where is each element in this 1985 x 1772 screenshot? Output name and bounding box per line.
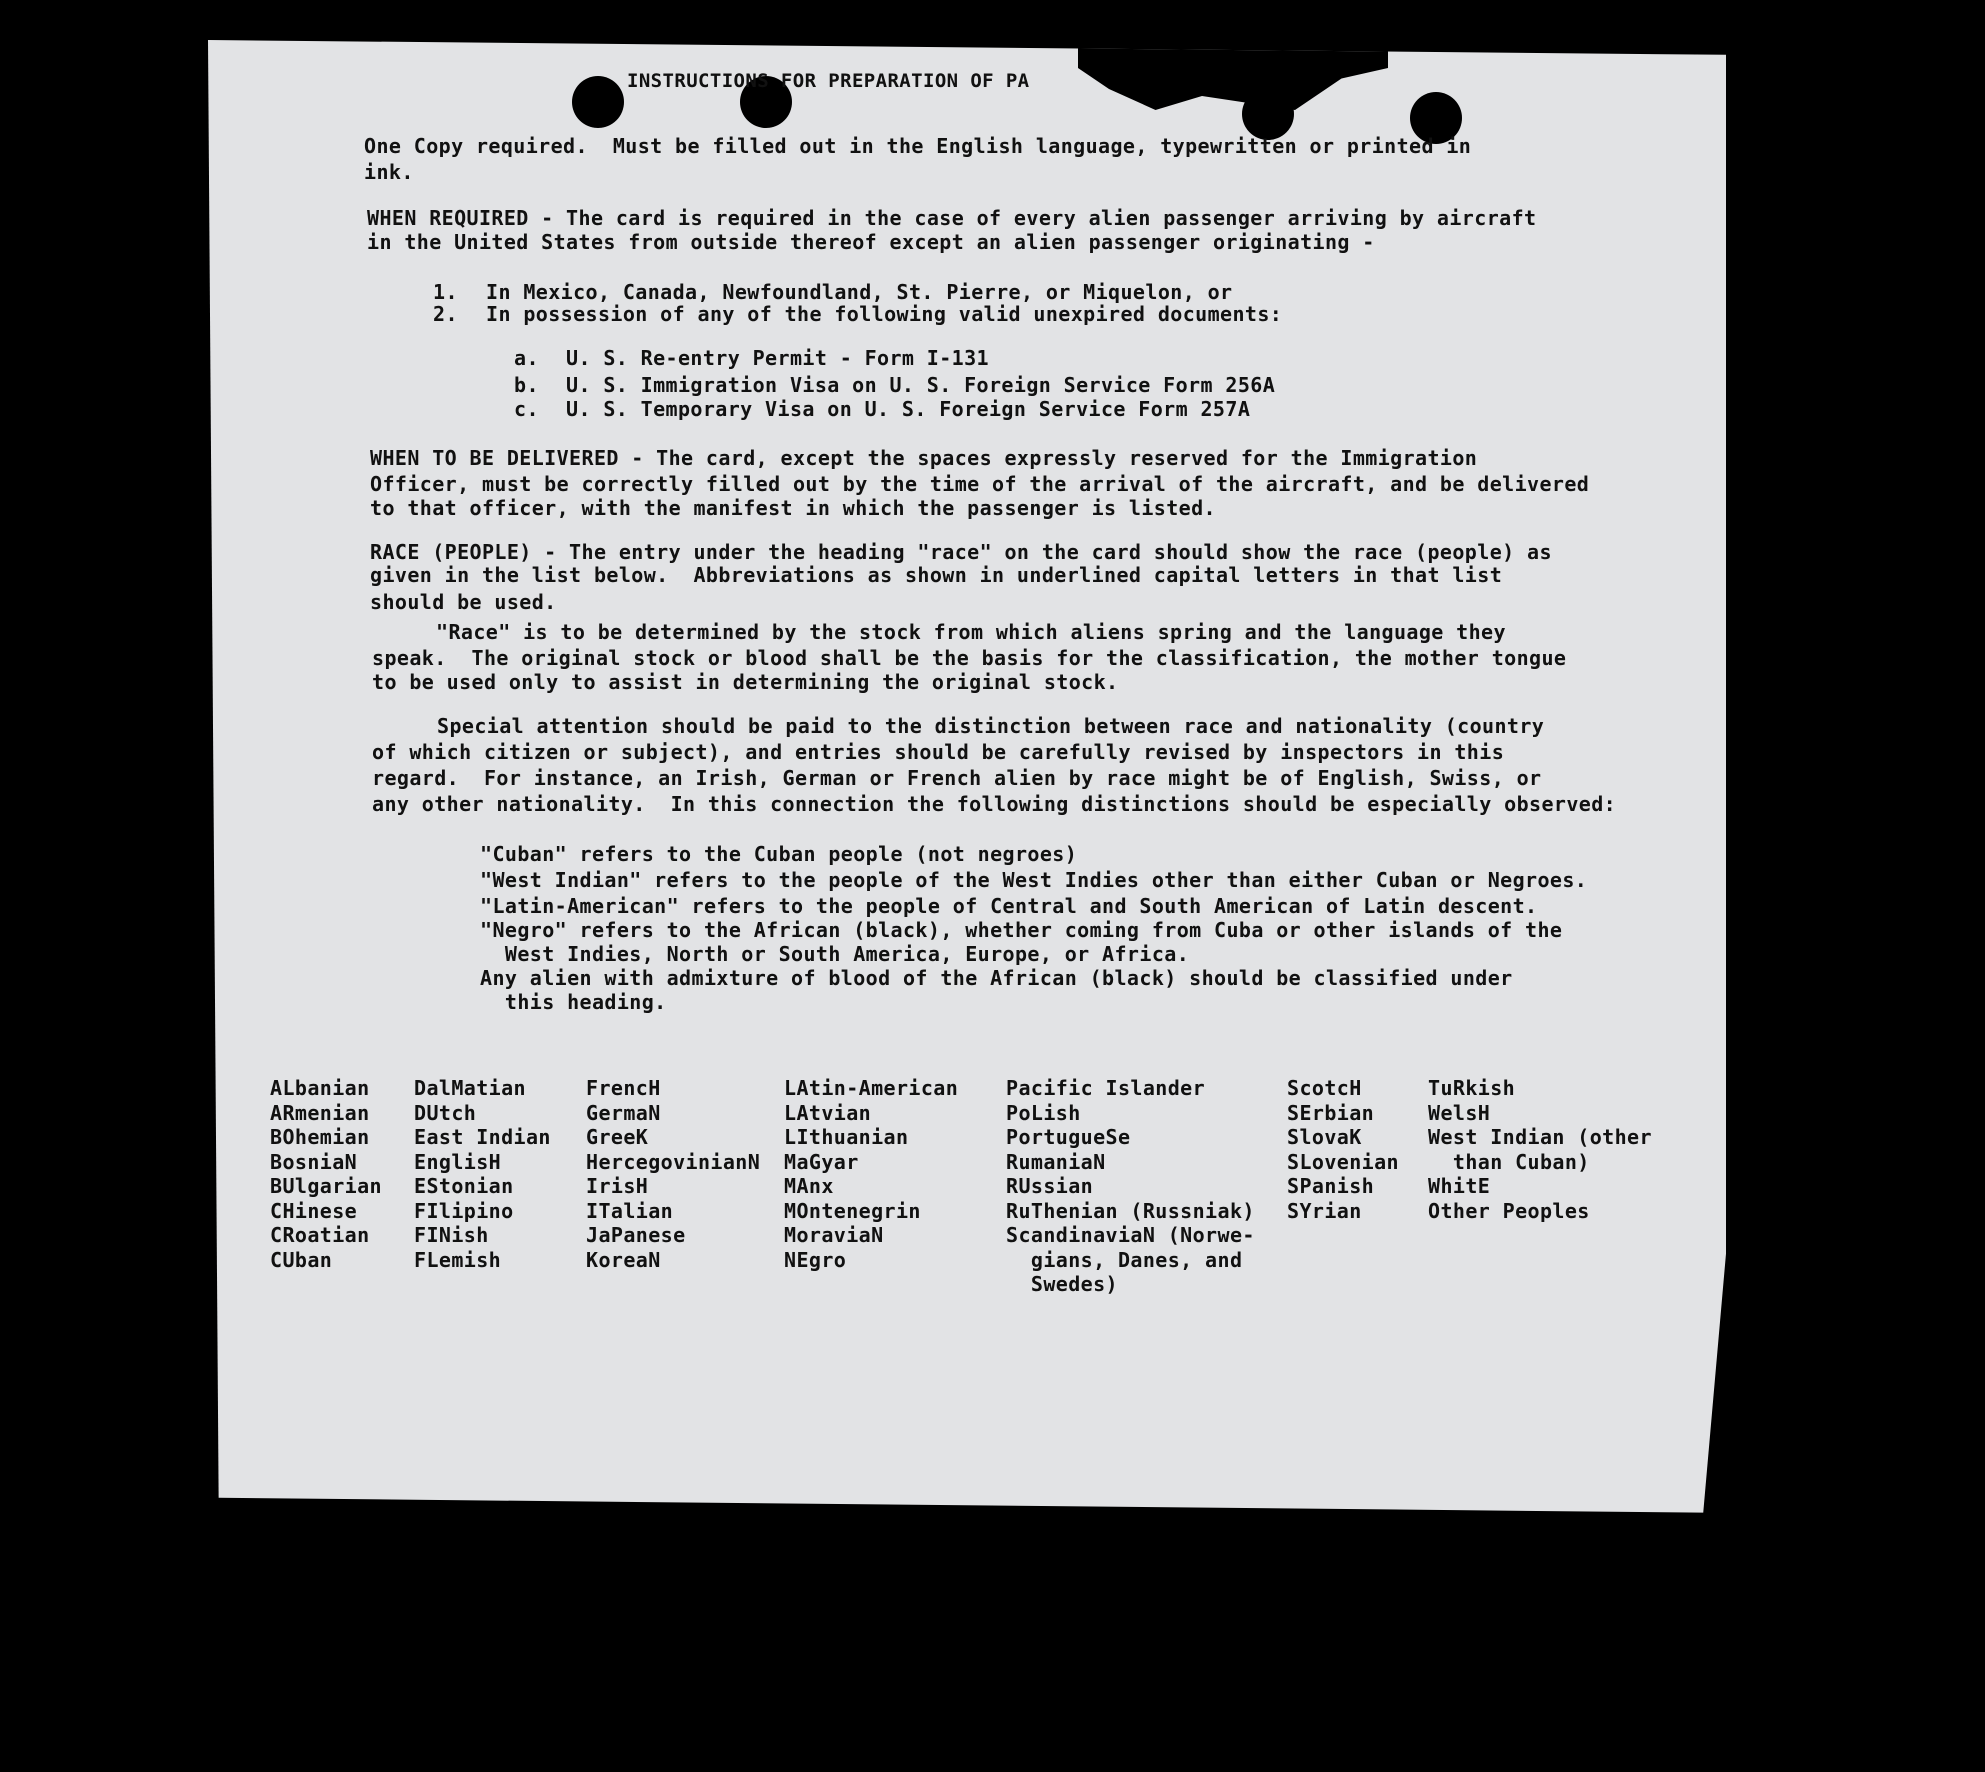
distinction-line: "West Indian" refers to the people of the West Indies other than either Cuban or Negroes. bbox=[480, 868, 1588, 892]
folded-corner bbox=[1836, 1290, 1916, 1560]
race-entry: FIlipino bbox=[414, 1198, 514, 1223]
when-required-line: in the United States from outside thereof except an alien passenger originating - bbox=[367, 230, 1375, 254]
race-entry: IrisH bbox=[586, 1174, 649, 1198]
race-entry: NEgro bbox=[784, 1247, 847, 1272]
race-people-line: RACE (PEOPLE) - The entry under the heading "race" on the card should show the race (people) as bbox=[370, 540, 1552, 564]
race-entry: WelsH bbox=[1428, 1100, 1491, 1125]
distinction-line: West Indies, North or South America, Europe, or Africa. bbox=[480, 942, 1190, 966]
race-entry: East Indian bbox=[414, 1125, 551, 1149]
item-text: U. S. Immigration Visa on U. S. Foreign Service Form 256A bbox=[566, 373, 1276, 397]
item-text: U. S. Temporary Visa on U. S. Foreign Service Form 257A bbox=[566, 397, 1251, 421]
race-entry: KoreaN bbox=[586, 1247, 661, 1272]
race-entry: EnglisH bbox=[414, 1149, 502, 1174]
intro-line: ink. bbox=[364, 160, 414, 184]
race-entry: PoLish bbox=[1006, 1100, 1081, 1125]
race-entry: MAnx bbox=[784, 1174, 834, 1198]
special-attention-line: any other nationality. In this connection the following distinctions should be especially observed: bbox=[372, 792, 1617, 816]
race-entry: Swedes) bbox=[1006, 1272, 1118, 1296]
race-entry: SYrian bbox=[1287, 1198, 1362, 1223]
item-number: 1. bbox=[433, 280, 458, 304]
race-entry: RuThenian (Russniak) bbox=[1006, 1198, 1255, 1223]
race-entry: ScandinaviaN (Norwe- bbox=[1006, 1223, 1255, 1247]
race-entry: GreeK bbox=[586, 1125, 649, 1149]
when-delivered-line: WHEN TO BE DELIVERED - The card, except the spaces expressly reserved for the Immigration bbox=[370, 446, 1478, 470]
distinction-line: "Negro" refers to the African (black), whether coming from Cuba or other islands of the bbox=[480, 918, 1563, 942]
race-entry: SPanish bbox=[1287, 1174, 1375, 1198]
race-defined-line: "Race" is to be determined by the stock from which aliens spring and the language they bbox=[436, 620, 1506, 644]
race-entry: DalMatian bbox=[414, 1076, 526, 1100]
special-attention-line: Special attention should be paid to the distinction between race and nationality (country bbox=[437, 714, 1545, 738]
race-entry: MoraviaN bbox=[784, 1223, 884, 1247]
race-entry: BUlgarian bbox=[270, 1174, 382, 1198]
race-entry: FLemish bbox=[414, 1247, 502, 1272]
punch-hole bbox=[572, 76, 624, 128]
item-text: In possession of any of the following valid unexpired documents: bbox=[486, 302, 1283, 326]
when-required-line: WHEN REQUIRED - The card is required in the case of every alien passenger arriving by aircraft bbox=[367, 206, 1537, 230]
race-entry: DUtch bbox=[414, 1100, 477, 1125]
torn-corner bbox=[1078, 40, 1388, 110]
race-entry: MOntenegrin bbox=[784, 1198, 921, 1223]
distinction-line: "Cuban" refers to the Cuban people (not negroes) bbox=[480, 842, 1078, 866]
when-delivered-line: to that officer, with the manifest in which the passenger is listed. bbox=[370, 496, 1216, 520]
distinction-line: Any alien with admixture of blood of the African (black) should be classified under bbox=[480, 966, 1513, 990]
race-entry: WhitE bbox=[1428, 1174, 1491, 1198]
race-defined-line: to be used only to assist in determining the original stock. bbox=[372, 670, 1119, 694]
item-letter: a. bbox=[514, 346, 539, 370]
item-letter: c. bbox=[514, 397, 539, 421]
race-entry: MaGyar bbox=[784, 1149, 859, 1174]
distinction-line: "Latin-American" refers to the people of Central and South American of Latin descent. bbox=[480, 894, 1538, 918]
item-letter: b. bbox=[514, 373, 539, 397]
punch-hole bbox=[1242, 88, 1294, 140]
race-entry: SlovaK bbox=[1287, 1125, 1362, 1149]
race-entry: GermaN bbox=[586, 1100, 661, 1125]
race-entry: SErbian bbox=[1287, 1100, 1375, 1125]
special-attention-line: regard. For instance, an Irish, German or French alien by race might be of English, Swiss, or bbox=[372, 766, 1542, 790]
race-people-line: given in the list below. Abbreviations as shown in underlined capital letters in that list bbox=[370, 563, 1503, 587]
race-entry: BOhemian bbox=[270, 1125, 370, 1149]
race-entry: HercegovinianN bbox=[586, 1149, 761, 1174]
race-entry: RUssian bbox=[1006, 1174, 1094, 1198]
race-entry: CRoatian bbox=[270, 1223, 370, 1247]
race-entry: West Indian (other bbox=[1428, 1125, 1652, 1149]
race-entry: Pacific Islander bbox=[1006, 1076, 1206, 1100]
race-entry: RumaniaN bbox=[1006, 1149, 1106, 1174]
race-entry: BosniaN bbox=[270, 1149, 358, 1174]
special-attention-line: of which citizen or subject), and entries should be carefully revised by inspectors in this bbox=[372, 740, 1505, 764]
intro-line: One Copy required. Must be filled out in the English language, typewritten or printed in bbox=[364, 134, 1472, 158]
when-delivered-line: Officer, must be correctly filled out by the time of the arrival of the aircraft, and be delivered bbox=[370, 472, 1590, 496]
race-defined-line: speak. The original stock or blood shall be the basis for the classification, the mother tongue bbox=[372, 646, 1567, 670]
race-entry: TuRkish bbox=[1428, 1076, 1516, 1100]
race-entry: gians, Danes, and bbox=[1006, 1247, 1243, 1272]
race-entry: than Cuban) bbox=[1428, 1149, 1590, 1174]
race-entry: SLovenian bbox=[1287, 1149, 1399, 1174]
document-title: INSTRUCTIONS FOR PREPARATION OF PA bbox=[627, 70, 1030, 92]
race-entry: Other Peoples bbox=[1428, 1198, 1590, 1223]
race-entry: LAtin-American bbox=[784, 1076, 959, 1100]
race-entry: JaPanese bbox=[586, 1223, 686, 1247]
race-entry: ITalian bbox=[586, 1198, 674, 1223]
race-entry: PortugueSe bbox=[1006, 1125, 1131, 1149]
race-people-line: should be used. bbox=[370, 590, 557, 614]
item-text: In Mexico, Canada, Newfoundland, St. Pierre, or Miquelon, or bbox=[486, 280, 1233, 304]
race-entry: LAtvian bbox=[784, 1100, 872, 1125]
race-entry: EStonian bbox=[414, 1174, 514, 1198]
race-entry: ALbanian bbox=[270, 1076, 370, 1100]
race-entry: CUban bbox=[270, 1247, 333, 1272]
race-entry: ARmenian bbox=[270, 1100, 370, 1125]
race-entry: FrencH bbox=[586, 1076, 661, 1100]
race-entry: LIthuanian bbox=[784, 1125, 909, 1149]
item-number: 2. bbox=[433, 302, 458, 326]
distinction-line: this heading. bbox=[480, 990, 667, 1014]
race-entry: FINish bbox=[414, 1223, 489, 1247]
race-entry: CHinese bbox=[270, 1198, 358, 1223]
item-text: U. S. Re-entry Permit - Form I-131 bbox=[566, 346, 989, 370]
race-entry: ScotcH bbox=[1287, 1076, 1362, 1100]
